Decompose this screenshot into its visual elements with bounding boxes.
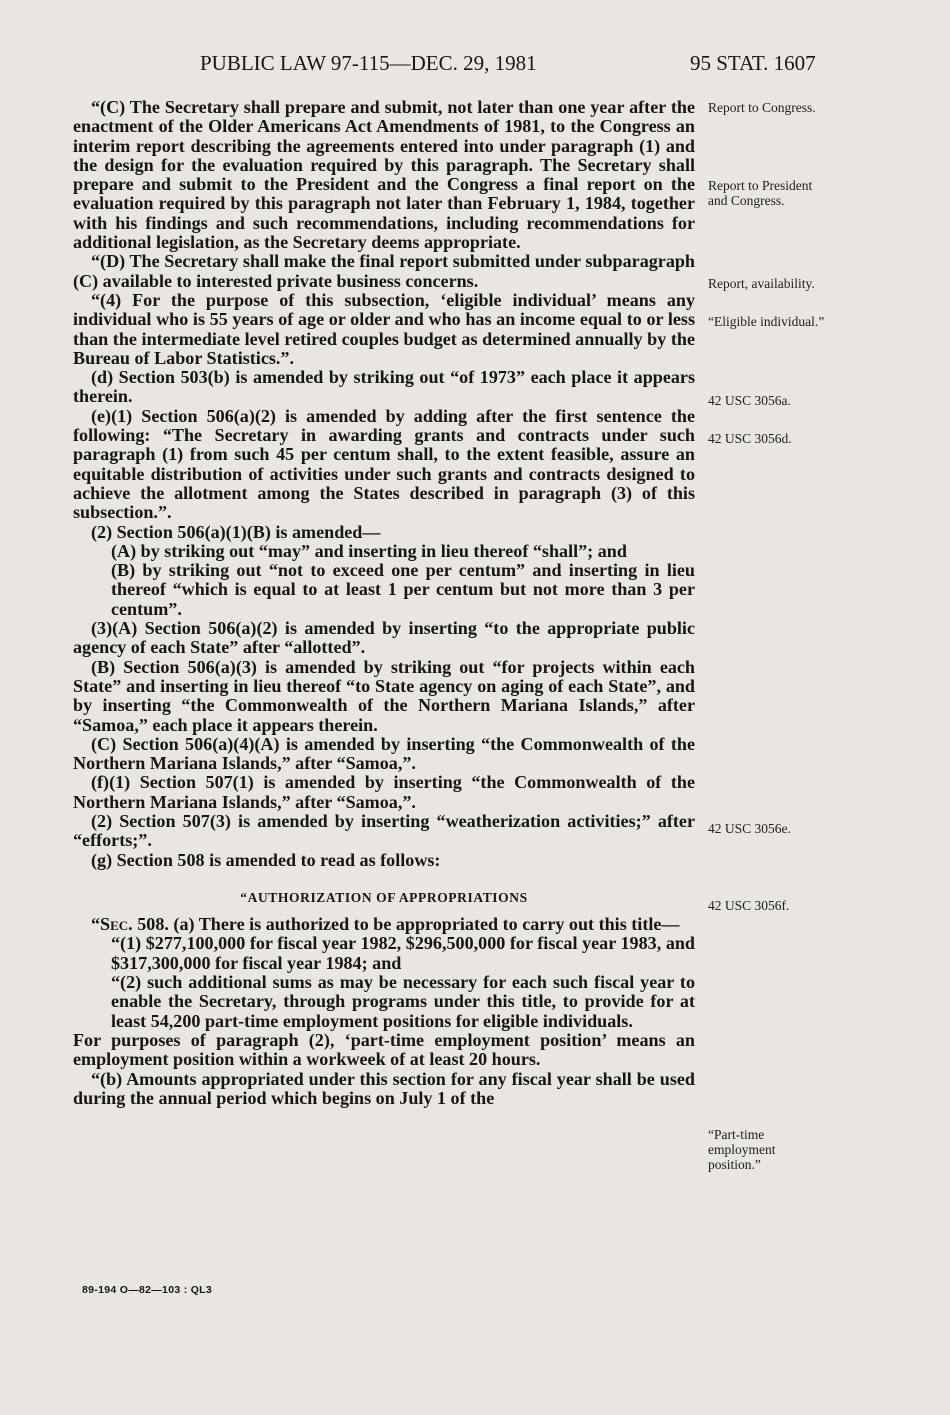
section-heading: “AUTHORIZATION OF APPROPRIATIONS (240, 889, 528, 905)
margin-note-42-usc-3056e: 42 USC 3056e. (708, 821, 791, 836)
margin-note-part-time-position: “Part-time employment position.” (708, 1127, 776, 1172)
paragraph-b-amounts-appropriated: “(b) Amounts appropriated under this section for any fiscal year shall be used during the annual period which begins on July 1 of the (73, 1068, 695, 1108)
paragraph-f1-section-507-1: (f)(1) Section 507(1) is amended by inserting “the Commonwealth of the Northern Mariana Islands,” after “Samoa,”. (73, 772, 695, 812)
margin-note-report-availability: Report, availability. (708, 276, 815, 291)
paragraph-c-section-506a4a: (C) Section 506(a)(4)(A) is amended by inserting “the Commonwealth of the Northern Mariana Islands,” after “Samoa,”. (73, 733, 695, 774)
page-footer-print-code: 89-194 O—82—103 : QL3 (82, 1284, 213, 1296)
sec-508a-text: 508. (a) There is authorized to be appropriated to carry out this title— (132, 914, 680, 935)
margin-note-42-usc-3056f: 42 USC 3056f. (708, 898, 790, 913)
paragraph-d-availability: “(D) The Secretary shall make the final report submitted under subparagraph (C) available to interested private business concerns. (73, 251, 695, 291)
paragraph-2-section-506a1b: (2) Section 506(a)(1)(B) is amended— (91, 521, 381, 542)
paragraph-a-may-shall: (A) by striking out “may” and inserting in lieu thereof “shall”; and (111, 540, 627, 561)
margin-note-42-usc-3056a: 42 USC 3056a. (708, 393, 791, 408)
paragraph-part-time-definition: For purposes of paragraph (2), ‘part-time employment position’ means an employment position within a workweek of at least 20 hours. (73, 1029, 695, 1070)
document-body (73, 98, 695, 1108)
header-stat-number: 95 STAT. 1607 (690, 51, 816, 75)
paragraph-3a-public-agency: (3)(A) Section 506(a)(2) is amended by inserting “to the appropriate public agency of each State” after “allotted”. (73, 618, 695, 658)
paragraph-1-amounts: “(1) $277,100,000 for fiscal year 1982, $296,500,000 for fiscal year 1983, and $317,300,000 for fiscal year 1984; and (111, 933, 695, 973)
margin-note-report-to-congress: Report to Congress. (708, 100, 816, 115)
paragraph-4-eligible-individual: “(4) For the purpose of this subsection, ‘eligible individual’ means any individual who is 55 years of age or older and who has an income equal to or less than the intermediate level retired couples budget as determined annually by the Bureau of Labor Statistics.”. (73, 289, 695, 368)
paragraph-2-additional-sums: “(2) such additional sums as may be necessary for each such fiscal year to enable the Secretary, through programs under this title, to provide for at least 54,200 part-time employment positions for eligible individuals. (111, 972, 695, 1031)
paragraph-b-per-centum: (B) by striking out “not to exceed one per centum” and inserting in lieu thereof “which is equal to at least 1 per centum but not more than 3 per centum”. (111, 560, 695, 619)
paragraph-d-section-503b: (d) Section 503(b) is amended by striking out “of 1973” each place it appears therein. (73, 367, 695, 407)
margin-note-eligible-individual: “Eligible individual.” (708, 314, 825, 329)
margin-note-report-to-president: Report to President and Congress. (708, 178, 813, 208)
paragraph-sec-508a (73, 915, 695, 934)
margin-note-42-usc-3056d: 42 USC 3056d. (708, 431, 792, 446)
paragraph-c-report: “(C) The Secretary shall prepare and submit, not later than one year after the enactment of the Older Americans Act Amendments of 1981, to the Congress an interim report describing the agreements entered into under paragraph (1) and the design for the evaluation required by this paragraph. The Secretary shall prepare and submit to the President and the Congress a final report on the evaluation required by this paragraph not later than February 1, 1984, together with his findings and such recommendations, including recommendations for additional legislation, as the Secretary deems appropriate. (73, 97, 695, 253)
paragraph-2-section-507-3: (2) Section 507(3) is amended by inserting “weatherization activities;” after “efforts;”. (73, 810, 695, 851)
paragraph-g-section-508: (g) Section 508 is amended to read as follows: (91, 849, 441, 870)
paragraph-e1-section-506a2: (e)(1) Section 506(a)(2) is amended by adding after the first sentence the following: “The Secretary in awarding grants and contracts under such paragraph (1) from such 45 per centum shall, to the extent feasible, assure an equitable distribution of activities under such grants and contracts designed to achieve the allotment among the States described in paragraph (3) of this subsection.”. (73, 405, 695, 523)
header-law-title: PUBLIC LAW 97-115—DEC. 29, 1981 (200, 51, 537, 75)
sec-label: “Sec. (91, 914, 133, 935)
paragraph-b-section-506a3: (B) Section 506(a)(3) is amended by striking out “for projects within each State” and inserting in lieu thereof “to State agency on aging of each State”, and by inserting “the Commonwealth of the Northern Mariana Islands,” after “Samoa,” each place it appears therein. (73, 656, 695, 735)
